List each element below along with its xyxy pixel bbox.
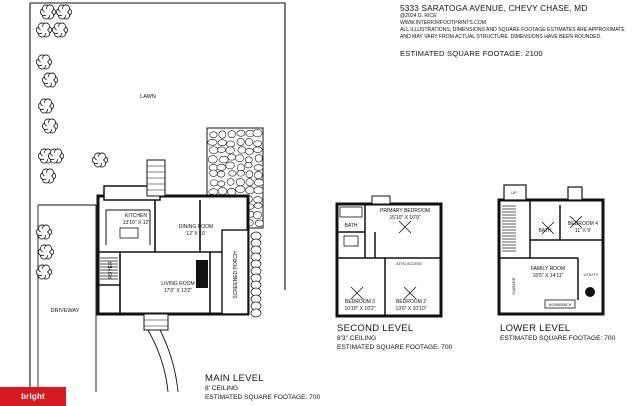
lawn-label: LAWN — [140, 94, 156, 100]
bedroom4-dim: 11' X 9' — [575, 228, 591, 234]
utility-label: UTILITY — [583, 272, 599, 277]
total-square-footage: ESTIMATED SQUARE FOOTAGE: 2100 — [400, 49, 543, 58]
tree-icon — [36, 225, 51, 239]
driveway-label: DRIVEWAY — [50, 308, 80, 314]
tree-icon — [36, 55, 51, 69]
family-room-label: FAMILY ROOM — [530, 266, 566, 272]
living-label: LIVING ROOM — [161, 281, 195, 287]
second-level-sqft: ESTIMATED SQUARE FOOTAGE: 700 — [337, 344, 453, 351]
main-level-ceiling: 8' CEILING — [205, 385, 239, 392]
bright-watermark-logo: bright — [0, 387, 66, 406]
workbench-label: WORKBENCH — [548, 303, 572, 307]
lower-level-caption — [500, 323, 615, 343]
tree-icon — [38, 245, 53, 259]
dining-label: DINING ROOM — [178, 224, 214, 230]
tree-icon — [42, 73, 57, 87]
copyright-text: @2024 D. RICE — [400, 13, 437, 19]
property-address: 5333 SARATOGA AVENUE, CHEVY CHASE, MD — [400, 4, 588, 13]
second-level-title: SECOND LEVEL — [337, 323, 414, 334]
tree-icon — [36, 23, 51, 37]
main-level-caption — [205, 373, 320, 402]
primary-bedroom-label: PRIMARY BEDROOM — [380, 208, 430, 214]
primary-bedroom-dim: 15'10" X 10'9" — [389, 215, 421, 221]
main-level-sqft: ESTIMATED SQUARE FOOTAGE: 700 — [205, 394, 321, 401]
bedroom3-dim: 10'10" X 10'2" — [344, 306, 376, 312]
shrub-icon — [251, 309, 261, 317]
bedroom2-dim: 13'6" X 10'10" — [395, 306, 427, 312]
tree-icon — [48, 149, 63, 163]
header-block — [400, 4, 636, 58]
lower-level-title: LOWER LEVEL — [500, 323, 571, 334]
bedroom3-label: BEDROOM 3 — [344, 299, 376, 305]
up-label: UP — [511, 190, 517, 195]
attic-label: ATTIC ACCESS — [396, 262, 422, 266]
bedroom4-label: BEDROOM 4 — [567, 221, 599, 227]
family-room-dim: 16'5" X 14'11" — [532, 273, 564, 279]
disclaimer-line-1: ALL ILLUSTRATIONS, DIMENSIONS AND SQUARE FOOTAGE ESTIMATES ARE APPROXIMATE — [400, 27, 625, 33]
bath-label-2: BATH — [344, 223, 358, 229]
tree-icon — [92, 153, 107, 167]
tree-icon — [42, 119, 57, 133]
hedge — [251, 232, 261, 317]
dining-dim: 12' X 10' — [186, 231, 206, 237]
living-dim: 17'6" X 13'2" — [163, 288, 193, 294]
lower-level-sqft: ESTIMATED SQUARE FOOTAGE: 700 — [500, 335, 616, 342]
tree-icon — [38, 99, 53, 113]
garage-label: GARAGE — [511, 277, 516, 295]
website-text: WWW.INTERIORFOOTPRINTS.COM — [400, 20, 487, 26]
tree-icon — [56, 5, 71, 19]
second-level-ceiling: 8'3" CEILING — [337, 335, 377, 342]
second-level-caption — [337, 323, 452, 352]
second-level-plan — [337, 196, 441, 316]
tree-icon — [40, 5, 55, 19]
kitchen-label: KITCHEN — [125, 213, 147, 219]
tree-icon — [40, 169, 55, 183]
disclaimer-line-2: AND MAY VARY FROM ACTUAL STRUCTURE. DIMENSIONS HAVE BEEN ROUNDED. — [400, 34, 602, 40]
main-level-title: MAIN LEVEL — [205, 373, 264, 384]
porch-label: SCREENED PORCH — [233, 251, 239, 299]
bath-label-lower: BATH — [538, 228, 552, 234]
foyer-label: FOYER — [108, 261, 114, 279]
tree-icon — [52, 23, 67, 37]
bedroom2-label: BEDROOM 2 — [395, 299, 427, 305]
kitchen-dim: 13'10" X 12' — [122, 220, 150, 226]
tree-icon — [36, 265, 51, 279]
